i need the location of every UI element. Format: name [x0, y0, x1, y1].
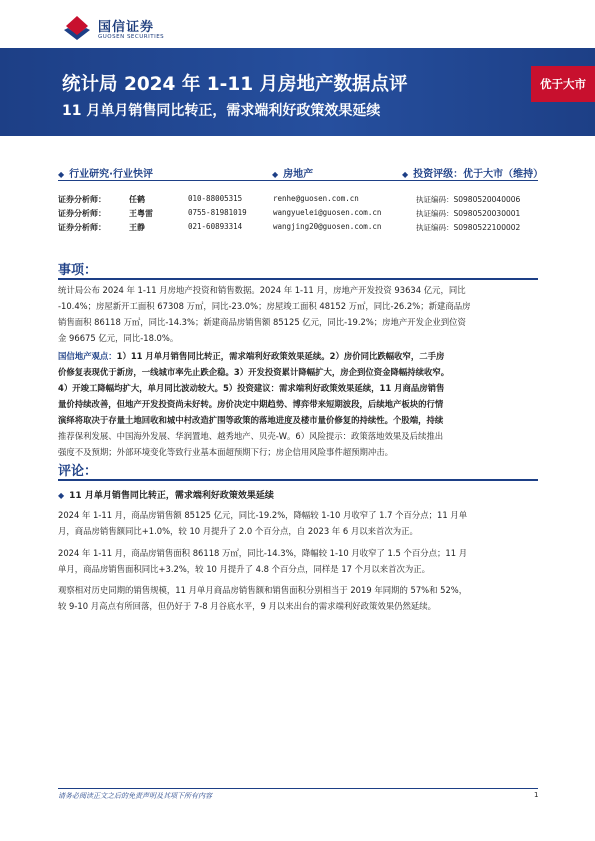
diamond-icon: ◆ — [272, 170, 279, 179]
view-label: 国信地产观点： — [58, 351, 117, 361]
analyst-name: 王静 — [129, 223, 145, 232]
section-divider — [58, 278, 538, 280]
diamond-icon: ◆ — [58, 491, 65, 500]
report-subtitle: 11 月单月销售同比转正，需求端利好政策效果延续 — [62, 103, 381, 119]
text-line: 推荐保利发展、中国海外发展、华润置地、越秀地产、贝壳-W。6）风险提示：政策落地效果及后续推出 — [58, 431, 444, 441]
analyst-email[interactable]: renhe@guosen.com.cn — [273, 194, 359, 203]
analyst-role: 证券分析师： — [58, 223, 106, 232]
text-line: 较 9-10 月高点有所回落，但仍好于 7-8 月谷底水平，9 月以来出台的需求端利好政策效果仍然延续。 — [58, 601, 436, 611]
analyst-email[interactable]: wangyuelei@guosen.com.cn — [273, 208, 382, 217]
text-line: -10.4%；房屋新开工面积 67308 万㎡，同比-23.0%；房屋竣工面积 48152 万㎡，同比-26.2%；新建商品房 — [58, 301, 471, 311]
logo-name-en: GUOSEN SECURITIES — [98, 34, 165, 40]
comment-paragraph-2 — [58, 545, 538, 577]
diamond-icon: ◆ — [402, 170, 409, 179]
text-line — [58, 348, 538, 364]
report-type-label: 行业研究·行业快评 — [69, 169, 153, 180]
event-paragraph — [58, 282, 538, 346]
category-industry — [272, 165, 313, 180]
analyst-phone: 021-60893314 — [188, 222, 243, 231]
analyst-cert: 执证编码：S0980520030001 — [416, 209, 521, 218]
text-line: 观察相对历史同期的销售规模，11 月单月商品房销售额和销售面积分别相当于 2019 年同期的 57%和 52%， — [58, 585, 468, 595]
subheading-text: 11 月单月销售同比转正，需求端利好政策效果延续 — [69, 491, 274, 501]
rating-tag: 优于大市 — [531, 66, 595, 102]
logo-mark-icon — [62, 12, 92, 42]
analyst-phone: 0755-81981019 — [188, 208, 247, 217]
category-rating — [402, 165, 543, 180]
analyst-row — [58, 208, 538, 222]
guosen-logo — [62, 12, 172, 46]
analyst-role: 证券分析师： — [58, 209, 106, 218]
comment-paragraph-1 — [58, 507, 538, 539]
report-title: 统计局 2024 年 1-11 月房地产数据点评 — [62, 74, 408, 95]
analyst-name: 王粤雷 — [129, 209, 153, 218]
text-line: 金 96675 亿元，同比-18.0%。 — [58, 333, 179, 343]
analyst-cert: 执证编码：S0980520040006 — [416, 195, 521, 204]
analyst-email[interactable]: wangjing20@guosen.com.cn — [273, 222, 382, 231]
text-line: 量价持续改善，但地产开发投资尚未好转。房价决定中期趋势、博弈带来短期波段，后续地产板块的行情 — [58, 399, 444, 409]
text-line: 2024 年 1-11 月，商品房销售面积 86118 万㎡，同比-14.3%，降幅较 1-10 月收窄了 1.5 个百分点；11 月 — [58, 548, 468, 558]
text-line: 统计局公布 2024 年 1-11 月房地产投资和销售数据。2024 年 1-11 月，房地产开发投资 93634 亿元，同比 — [58, 285, 466, 295]
comment-subheading — [58, 488, 538, 501]
text-line: 2024 年 1-11 月，商品房销售额 85125 亿元，同比-19.2%，降幅较 1-10 月收窄了 1.7 个百分点；11 月单 — [58, 510, 468, 520]
disclaimer-note: 请务必阅读正文之后的免责声明及其项下所有内容 — [58, 792, 212, 800]
text-line: 4）开竣工降幅均扩大，单月同比波动较大。5）投资建议：需求端利好政策效果延续，11 月商品房销售 — [58, 383, 445, 393]
footer-divider — [58, 788, 538, 789]
text-line: 单月，商品房销售面积同比+3.2%，较 10 月提升了 4.8 个百分点，同样是 17 个月以来首次为正。 — [58, 564, 431, 574]
divider — [58, 180, 538, 181]
comment-paragraph-3 — [58, 582, 538, 614]
title-banner — [0, 48, 595, 136]
section-divider — [58, 479, 538, 481]
analyst-name: 任鹤 — [129, 195, 145, 204]
logo-name-cn: 国信证券 — [98, 20, 155, 35]
text-line: 演绎将取决于存量土地回收和城中村改造扩围等政策的落地进度及楼市量价修复的持续性。个股端，持续 — [58, 415, 444, 425]
text-line: 月，商品房销售额同比+1.0%，较 10 月提升了 2.0 个百分点，自 2023 年 6 月以来首次为正。 — [58, 526, 418, 536]
industry-label: 房地产 — [283, 169, 314, 180]
analyst-role: 证券分析师： — [58, 195, 106, 204]
analyst-row — [58, 222, 538, 236]
rating-label: 投资评级：优于大市（维持） — [413, 169, 544, 180]
analyst-row — [58, 194, 538, 208]
view-text: 1）11 月单月销售同比转正，需求端利好政策效果延续。2）房价同比跌幅收窄，二手房 — [116, 351, 445, 361]
category-report-type — [58, 165, 153, 180]
page-number: 1 — [534, 791, 539, 799]
section-heading-comment: 评论： — [58, 464, 98, 479]
text-line: 价修复表现优于新房，一线城市率先止跌企稳。3）开发投资累计降幅扩大，房企到位资金降幅持续收窄。 — [58, 367, 450, 377]
text-line: 强度不及预期；外部环境变化等致行业基本面超预期下行；房企信用风险事件超预期冲击。 — [58, 447, 393, 457]
text-line: 销售面积 86118 万㎡，同比-14.3%；新建商品房销售额 85125 亿元，同比-19.2%；房地产开发企业到位资 — [58, 317, 466, 327]
analyst-cert: 执证编码：S0980522100002 — [416, 223, 521, 232]
analyst-phone: 010-88005315 — [188, 194, 243, 203]
view-paragraph — [58, 348, 538, 460]
diamond-icon: ◆ — [58, 170, 65, 179]
section-heading-event: 事项： — [58, 263, 98, 278]
